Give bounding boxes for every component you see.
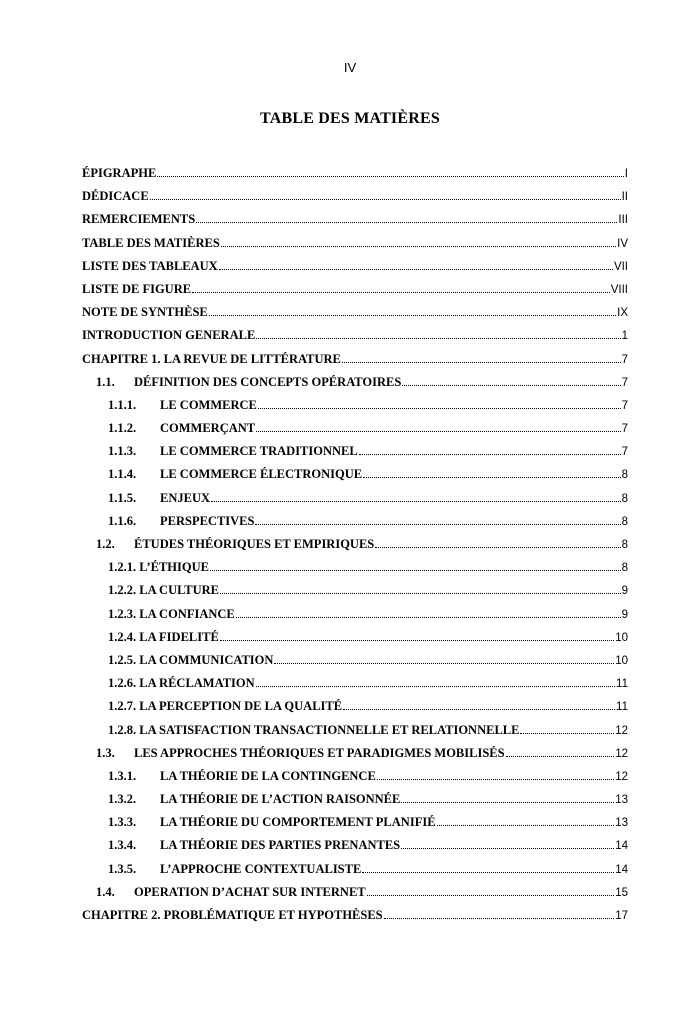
- dot-leader: [520, 733, 614, 734]
- toc-entry-page: VIII: [610, 283, 628, 296]
- toc-entry-number: 1.3.2.: [108, 792, 137, 807]
- toc-entry-page: 7: [621, 446, 628, 459]
- toc-entry-label: DÉFINITION DES CONCEPTS OPÉRATOIRES: [134, 374, 402, 389]
- dot-leader: [256, 686, 615, 687]
- toc-entry-number: 1.3.: [96, 745, 115, 760]
- toc-entry[interactable]: [82, 375, 628, 398]
- toc-entry[interactable]: [82, 305, 628, 328]
- toc-entry[interactable]: [82, 282, 628, 305]
- dot-leader: [384, 918, 615, 919]
- toc-entry-label: LISTE DES TABLEAUX: [82, 258, 218, 273]
- toc-entry[interactable]: [82, 514, 628, 537]
- toc-entry-page: III: [618, 214, 628, 227]
- toc-entry-number: 1.3.4.: [108, 838, 137, 853]
- toc-entry[interactable]: [82, 236, 628, 259]
- page-number: IV: [343, 60, 357, 75]
- toc-entry-page: IX: [617, 307, 628, 320]
- dot-leader: [375, 547, 620, 548]
- toc-entry-number: 1.1.: [96, 374, 115, 389]
- toc-entry-page: 8: [621, 562, 628, 575]
- dot-leader: [209, 315, 616, 316]
- toc-entry[interactable]: [82, 815, 628, 838]
- toc-entry[interactable]: [82, 653, 628, 676]
- dot-leader: [220, 640, 614, 641]
- toc-entry-page: 8: [621, 469, 628, 482]
- dot-leader: [506, 756, 615, 757]
- dot-leader: [150, 199, 621, 200]
- dot-leader: [363, 477, 620, 478]
- toc-entry-label: ENJEUX: [160, 490, 211, 505]
- toc-entry[interactable]: [82, 352, 628, 375]
- toc-entry-number: 1.1.4.: [108, 467, 137, 482]
- toc-entry-label: ÉPIGRAPHE: [82, 166, 157, 180]
- toc-entry-page: 12: [615, 770, 628, 783]
- toc-entry-label: LE COMMERCE TRADITIONNEL: [160, 444, 358, 459]
- toc-entry-label: LE COMMERCE ÉLECTRONIQUE: [160, 467, 363, 482]
- toc-entry-page: II: [621, 191, 628, 204]
- toc-entry-page: 8: [621, 492, 628, 505]
- toc-entry-page: IV: [617, 237, 628, 250]
- toc-entry[interactable]: [82, 607, 628, 630]
- toc-entry[interactable]: [82, 444, 628, 467]
- toc-entry-page: VII: [613, 260, 628, 273]
- toc-entry[interactable]: [82, 421, 628, 444]
- toc-entry-label: NOTE DE SYNTHÈSE: [82, 305, 208, 320]
- toc-entry-page: 1: [621, 330, 628, 343]
- toc-entry[interactable]: [82, 166, 628, 189]
- dot-leader: [343, 709, 615, 710]
- toc-entry-label: LE COMMERCE: [160, 397, 257, 412]
- toc-entry-page: 13: [615, 794, 628, 807]
- toc-entry-page: 11: [616, 678, 628, 691]
- dot-leader: [192, 292, 610, 293]
- dot-leader: [256, 338, 620, 339]
- toc-entry-label: LA THÉORIE DES PARTIES PRENANTES: [160, 838, 401, 853]
- toc-entry[interactable]: [82, 212, 628, 235]
- toc-entry-label: CHAPITRE 1. LA REVUE DE LITTÉRATURE: [82, 351, 341, 366]
- toc-entry-page: 14: [615, 840, 628, 853]
- dot-leader: [342, 362, 621, 363]
- toc-entry-label: LA THÉORIE DU COMPORTEMENT PLANIFIÉ: [160, 815, 436, 830]
- dot-leader: [367, 895, 615, 896]
- dot-leader: [401, 802, 614, 803]
- dot-leader: [236, 617, 621, 618]
- toc-entry[interactable]: [82, 467, 628, 490]
- toc-entry-number: 1.1.2.: [108, 421, 137, 436]
- toc-entry-label: CHAPITRE 2. PROBLÉMATIQUE ET HYPOTHÈSES: [82, 908, 383, 922]
- toc-entry-page: 12: [615, 724, 628, 737]
- toc-entry[interactable]: [82, 908, 628, 931]
- dot-leader: [220, 593, 621, 594]
- dot-leader: [402, 385, 620, 386]
- toc-entry-page: 12: [615, 747, 628, 760]
- toc-entry[interactable]: [82, 885, 628, 908]
- page-title: TABLE DES MATIÈRES: [260, 110, 440, 127]
- dot-leader: [196, 222, 617, 223]
- toc-entry-label: INTRODUCTION GENERALE: [82, 328, 256, 343]
- toc-entry[interactable]: [82, 328, 628, 351]
- toc-entry-page: 7: [621, 376, 628, 389]
- dot-leader: [221, 246, 616, 247]
- toc-entry-label: TABLE DES MATIÈRES: [82, 235, 220, 250]
- toc-entry[interactable]: [82, 862, 628, 885]
- dot-leader: [274, 663, 614, 664]
- toc-entry[interactable]: [82, 491, 628, 514]
- dot-leader: [401, 848, 614, 849]
- toc-entry-number: 1.3.5.: [108, 861, 137, 876]
- toc-entry[interactable]: [82, 792, 628, 815]
- toc-entry-page: 15: [615, 886, 628, 899]
- toc-entry-label: 1.2.5. LA COMMUNICATION: [108, 652, 274, 667]
- toc-entry[interactable]: [82, 189, 628, 212]
- toc-entry-page: 8: [621, 539, 628, 551]
- dot-leader: [258, 408, 621, 409]
- toc-entry-number: 1.1.3.: [108, 444, 137, 459]
- toc-entry-label: PERSPECTIVES: [160, 513, 255, 528]
- toc-entry-number: 1.1.5.: [108, 490, 137, 505]
- toc-entry-number: 1.4.: [96, 884, 115, 899]
- toc-entry-page: 13: [615, 817, 628, 830]
- toc-entry-label: 1.2.4. LA FIDELITÉ: [108, 629, 219, 644]
- toc-entry-label: 1.2.2. LA CULTURE: [108, 583, 220, 598]
- toc-entry-page: 9: [621, 585, 628, 598]
- toc-entry[interactable]: [82, 676, 628, 699]
- toc-entry-label: LES APPROCHES THÉORIQUES ET PARADIGMES MOBILISÉS: [134, 745, 505, 760]
- toc-entry-number: 1.3.1.: [108, 768, 137, 783]
- toc-entry[interactable]: [82, 560, 628, 583]
- toc-entry-label: OPERATION D’ACHAT SUR INTERNET: [134, 884, 366, 899]
- toc-entry-page: 7: [621, 399, 628, 412]
- toc-entry-page: 10: [615, 631, 628, 644]
- table-of-contents: [82, 166, 628, 931]
- toc-entry[interactable]: [82, 630, 628, 653]
- toc-entry-page: 14: [615, 863, 628, 876]
- toc-entry[interactable]: [82, 838, 628, 861]
- dot-leader: [377, 779, 614, 780]
- toc-entry-label: COMMERÇANT: [160, 421, 256, 436]
- toc-entry-label: LA THÉORIE DE L’ACTION RAISONNÉE: [160, 792, 401, 807]
- dot-leader: [219, 269, 613, 270]
- toc-entry-label: 1.2.6. LA RÉCLAMATION: [108, 676, 255, 691]
- dot-leader: [437, 825, 615, 826]
- dot-leader: [157, 176, 623, 177]
- toc-entry-label: LA THÉORIE DE LA CONTINGENCE: [160, 768, 376, 783]
- toc-entry-number: 1.1.1.: [108, 397, 137, 412]
- dot-leader: [359, 454, 621, 455]
- dot-leader: [256, 431, 620, 432]
- toc-entry[interactable]: [82, 723, 628, 746]
- toc-entry[interactable]: [82, 746, 628, 769]
- toc-entry-label: L’APPROCHE CONTEXTUALISTE: [160, 861, 362, 876]
- toc-entry-page: 7: [621, 353, 628, 366]
- toc-entry[interactable]: [82, 537, 628, 560]
- toc-entry-label: ÉTUDES THÉORIQUES ET EMPIRIQUES: [134, 537, 375, 551]
- dot-leader: [210, 570, 621, 571]
- toc-entry-label: 1.2.3. LA CONFIANCE: [108, 606, 235, 621]
- dot-leader: [362, 872, 614, 873]
- toc-entry[interactable]: [82, 398, 628, 421]
- toc-entry-page: 10: [615, 654, 628, 667]
- toc-entry-label: 1.2.8. LA SATISFACTION TRANSACTIONNELLE ET RELATIONNELLE: [108, 722, 520, 737]
- toc-entry-page: 8: [621, 515, 628, 528]
- toc-entry-label: 1.2.7. LA PERCEPTION DE LA QUALITÉ: [108, 699, 343, 714]
- dot-leader: [211, 501, 621, 502]
- toc-entry-label: LISTE DE FIGURE: [82, 281, 192, 296]
- toc-entry-page: 17: [615, 910, 628, 922]
- toc-entry-page: I: [624, 168, 628, 180]
- toc-entry-label: REMERCIEMENTS: [82, 212, 196, 227]
- toc-entry-page: 7: [621, 423, 628, 436]
- toc-entry-number: 1.1.6.: [108, 513, 137, 528]
- toc-entry-label: 1.2.1. L’ÉTHIQUE: [108, 560, 209, 575]
- toc-entry[interactable]: [82, 583, 628, 606]
- toc-entry-page: 11: [616, 701, 628, 714]
- dot-leader: [255, 524, 620, 525]
- toc-entry-number: 1.2.: [96, 537, 115, 551]
- toc-entry[interactable]: [82, 259, 628, 282]
- toc-entry[interactable]: [82, 699, 628, 722]
- toc-entry-page: 9: [621, 608, 628, 621]
- toc-entry-label: DÉDICACE: [82, 189, 149, 204]
- toc-entry-number: 1.3.3.: [108, 815, 137, 830]
- toc-entry[interactable]: [82, 769, 628, 792]
